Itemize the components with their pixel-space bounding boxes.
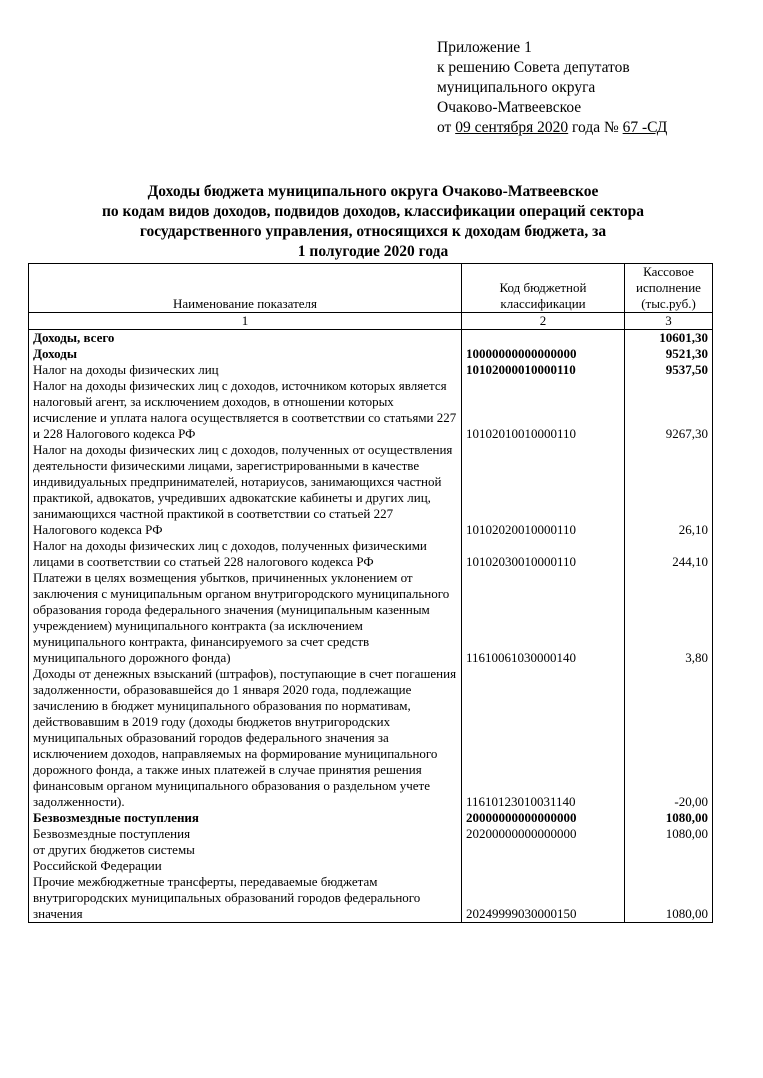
- cell-name: Безвозмездные поступления от других бюджетов системы Российской Федерации: [29, 826, 462, 874]
- cell-code: 10102000010000110: [462, 362, 625, 378]
- table-header-row: [29, 264, 713, 313]
- appendix-line: Приложение 1: [437, 39, 532, 56]
- cell-name: Доходы: [29, 346, 462, 362]
- appendix-decision-line: [437, 118, 667, 138]
- cell-code: 10102030010000110: [462, 538, 625, 570]
- table-row: [29, 330, 713, 347]
- title-line: государственного управления, относящихся к доходам бюджета, за: [139, 223, 607, 240]
- cell-name: Налог на доходы физических лиц: [29, 362, 462, 378]
- cell-amount: 1080,00: [625, 810, 713, 826]
- table-row: [29, 442, 713, 538]
- cell-name: Платежи в целях возмещения убытков, причиненных уклонением от заключения с муниципальным органом внутригородского муниципального образования города федерального значения (муниципальным казенным учреждением) муниципального контракта (за исключением муниципального контракта, финансируемого за счет средств муниципального дорожного фонда): [29, 570, 462, 666]
- table-row: [29, 538, 713, 570]
- cell-code: [462, 330, 625, 347]
- title-line: 1 полугодие 2020 года: [297, 243, 449, 260]
- cell-code: 10102020010000110: [462, 442, 625, 538]
- decision-number: 67 -СД: [622, 119, 668, 136]
- appendix-block: [437, 38, 667, 138]
- cell-amount: 26,10: [625, 442, 713, 538]
- cell-code: 10000000000000000: [462, 346, 625, 362]
- cell-code: 20249999030000150: [462, 874, 625, 923]
- document-title: [28, 182, 718, 262]
- table-body: [29, 330, 713, 923]
- header-code: Код бюджетной классификации: [462, 264, 625, 313]
- title-line: по кодам видов доходов, подвидов доходов, классификации операций сектора: [101, 203, 644, 220]
- table-row: [29, 810, 713, 826]
- cell-name: Налог на доходы физических лиц с доходов, полученных от осуществления деятельности физическими лицами, зарегистрированными в качестве индивидуальных предпринимателей, нотариусов, занимающихся частной практикой, адвокатов, учредивших адвокатские кабинеты и других лиц, занимающихся частной практикой в соответствии со статьей 227 Налогового кодекса РФ: [29, 442, 462, 538]
- cell-amount: 9267,30: [625, 378, 713, 442]
- appendix-line: к решению Совета депутатов: [437, 59, 630, 76]
- table-row: [29, 362, 713, 378]
- table-row: [29, 346, 713, 362]
- header-amount: Кассовое исполнение (тыс.руб.): [625, 264, 713, 313]
- cell-name: Налог на доходы физических лиц с доходов, полученных физическими лицами в соответствии со статьей 228 налогового кодекса РФ: [29, 538, 462, 570]
- column-number: 3: [625, 313, 713, 330]
- cell-amount: 1080,00: [625, 874, 713, 923]
- cell-name: Налог на доходы физических лиц с доходов, источником которых является налоговый агент, за исключением доходов, в отношении которых исчисление и уплата налога осуществляется в соответствии со статьями 227 и 228 Налогового кодекса РФ: [29, 378, 462, 442]
- cell-amount: -20,00: [625, 666, 713, 810]
- table-row: [29, 378, 713, 442]
- cell-name: Безвозмездные поступления: [29, 810, 462, 826]
- cell-amount: 3,80: [625, 570, 713, 666]
- cell-code: 11610123010031140: [462, 666, 625, 810]
- cell-amount: 10601,30: [625, 330, 713, 347]
- decision-prefix: от: [437, 119, 456, 136]
- table-row: [29, 666, 713, 810]
- cell-amount: 1080,00: [625, 826, 713, 874]
- decision-middle: года №: [568, 119, 623, 136]
- header-name: Наименование показателя: [29, 264, 462, 313]
- cell-code: 20200000000000000: [462, 826, 625, 874]
- cell-name: Прочие межбюджетные трансферты, передаваемые бюджетам внутригородских муниципальных образований городов федерального значения: [29, 874, 462, 923]
- cell-code: 10102010010000110: [462, 378, 625, 442]
- table-row: [29, 570, 713, 666]
- cell-name: Доходы, всего: [29, 330, 462, 347]
- decision-date: 09 сентября 2020: [455, 119, 569, 136]
- cell-code: 20000000000000000: [462, 810, 625, 826]
- cell-amount: 244,10: [625, 538, 713, 570]
- cell-amount: 9537,50: [625, 362, 713, 378]
- income-table: [28, 263, 713, 923]
- title-line: Доходы бюджета муниципального округа Очаково-Матвеевское: [147, 183, 599, 200]
- appendix-line: Очаково-Матвеевское: [437, 99, 582, 116]
- column-number-row: [29, 313, 713, 330]
- appendix-line: муниципального округа: [437, 79, 596, 96]
- table-row: [29, 826, 713, 874]
- table-row: [29, 874, 713, 923]
- cell-name: Доходы от денежных взысканий (штрафов), поступающие в счет погашения задолженности, образовавшейся до 1 января 2020 года, подлежащие зачислению в бюджет муниципального образования по нормативам, действовавшим в 2019 году (доходы бюджетов внутригородских муниципальных образований городов федерального значения за исключением доходов, направляемых на формирование муниципального дорожного фонда, а также иных платежей в случае принятия решения финансовым органом муниципального образования о раздельном учете задолженности).: [29, 666, 462, 810]
- cell-amount: 9521,30: [625, 346, 713, 362]
- column-number: 2: [462, 313, 625, 330]
- column-number: 1: [29, 313, 462, 330]
- cell-code: 11610061030000140: [462, 570, 625, 666]
